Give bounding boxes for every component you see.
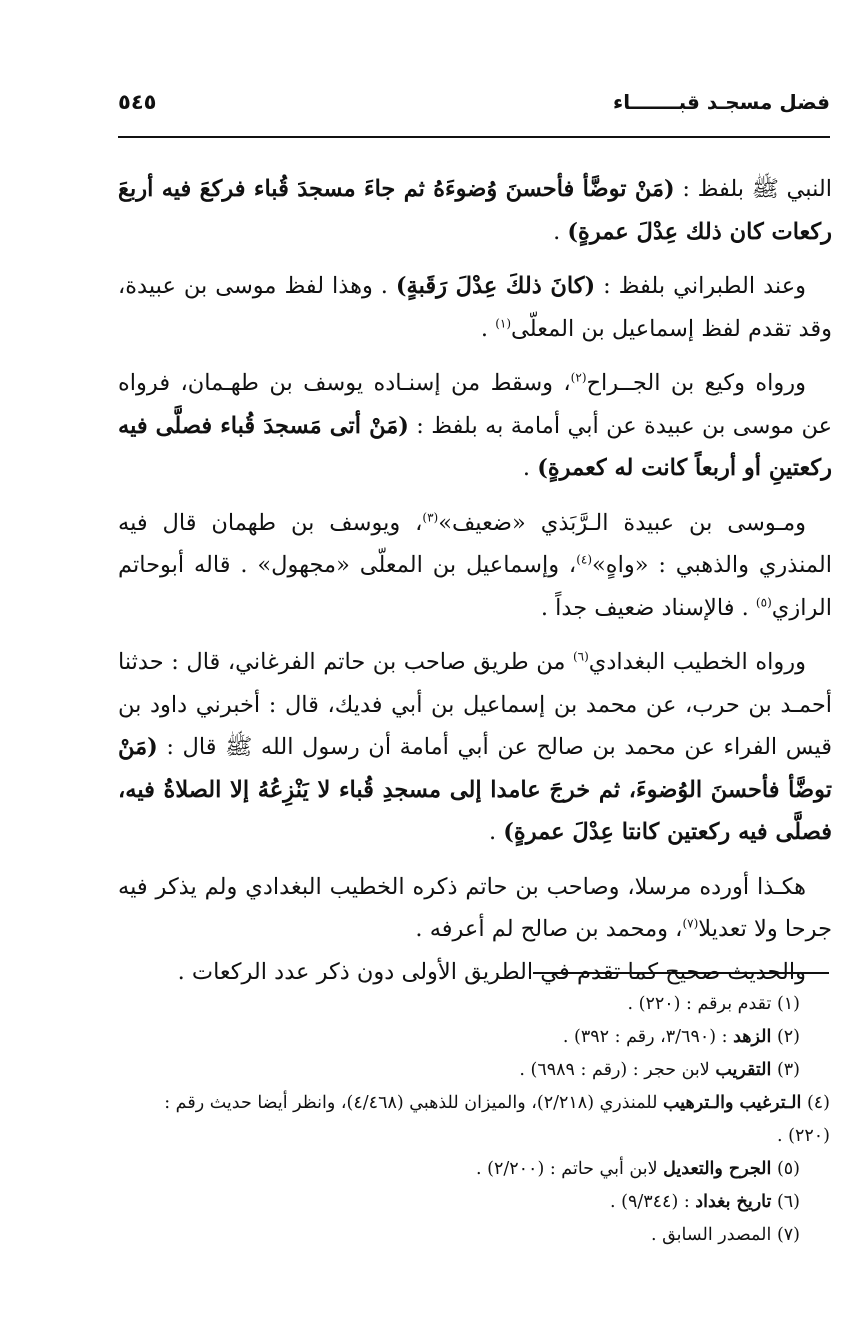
footnote-number: (٣)	[771, 1060, 800, 1080]
footnote-ref: (٥)	[755, 595, 772, 609]
text-run: ، ويوسف بن طهمان قال فيه المنذري والذهبي : «واهٍ»	[118, 509, 833, 578]
text-run: من طريق صاحب بن حاتم الفرغاني، قال : حدثنا أحمـد بن حرب، عن محمد بن إسماعيل بن أبي فديك، قال : أخبرني داود بن قيس الفراء عن محمد بن صالح عن أبي أمامة أن رسول الله ﷺ قال :	[118, 649, 832, 760]
running-title: فضل مسجـد قبـــــــاء	[613, 90, 830, 114]
footnote-text: : (٩/٣٤٤) .	[609, 1192, 696, 1212]
text-run: ومـوسى بن عبيدة الـرَّبَذي «ضعيف»	[438, 509, 806, 536]
hadith-quote: (مَنْ توضَّأ فأحسنَ الوُضوءَ، ثم خرجَ عامدا إلى مسجدِ قُباء لا يَنْزِعُهُ إلا الصلاةُ فيه، فصلَّى فيه ركعتين كانتا عِدْلَ عمرةٍ)	[118, 734, 832, 845]
text-run: هكـذا أورده مرسلا، وصاحب بن حاتم ذكره الخطيب البغدادي ولم يذكر فيه جرحا ولا تعديلا	[118, 873, 832, 942]
text-run: والحديث صحيح كما تقدم في الطريق الأولى دون ذكر عدد الركعات .	[177, 958, 806, 985]
footnote-number: (٦)	[771, 1192, 800, 1212]
footnote-4	[118, 1087, 830, 1153]
footnote-source: الزهد	[733, 1027, 772, 1047]
footnote-number: (٢)	[771, 1027, 800, 1047]
text-run: .	[480, 315, 496, 342]
footnote-source: التقريب	[715, 1060, 772, 1080]
footnote-ref: (١)	[495, 316, 512, 330]
footnote-ref: (٤)	[576, 552, 593, 567]
text-run: ، وسقط من إسنـاده يوسف بن طهـمان، فرواه عن موسى بن عبيدة عن أبي أمامة به بلفظ :	[118, 370, 832, 439]
footnote-text: لابن أبي حاتم : (٢/٢٠٠) .	[476, 1159, 664, 1179]
text-run: وعند الطبراني بلفظ :	[595, 273, 806, 299]
footnote-text: لابن حجر : (رقم : ٦٩٨٩) .	[519, 1060, 716, 1080]
footnote-source: الـترغيب والـترهيب	[663, 1093, 802, 1113]
paragraph-6	[118, 866, 832, 951]
header-rule	[118, 136, 830, 138]
footnotes	[118, 988, 830, 1252]
footnote-text: للمنذري (٢/٢١٨)، والميزان للذهبي (٤/٤٦٨)، وانظر أيضا حديث رقم : (٢٢٠) .	[164, 1093, 830, 1146]
paragraph-1	[118, 168, 832, 253]
text-run: . فالإسناد ضعيف جداً .	[540, 594, 756, 621]
paragraph-5	[118, 641, 832, 854]
footnote-1	[118, 988, 830, 1021]
text-run: . وهذا لفظ موسى بن عبيدة، وقد تقدم لفظ إسماعيل بن المعلّى	[118, 273, 832, 342]
footnote-number: (٧)	[771, 1225, 800, 1245]
footnote-3	[118, 1054, 830, 1087]
hadith-quote: (كانَ ذلكَ عِدْلَ رَقَبةٍ)	[395, 273, 596, 299]
footnote-2	[118, 1021, 830, 1054]
footnote-text: تقدم برقم : (٢٢٠) .	[627, 994, 772, 1014]
text-run: .	[553, 218, 568, 245]
text-run: ورواه الخطيب البغدادي	[588, 649, 806, 675]
footnote-number: (٥)	[771, 1159, 800, 1179]
paragraph-3	[118, 362, 832, 490]
paragraph-2	[118, 265, 832, 350]
footnote-source: الجرح والتعديل	[663, 1159, 772, 1179]
text-run: .	[488, 819, 504, 845]
footnote-6	[118, 1186, 830, 1219]
footnote-ref: (٣)	[422, 510, 439, 524]
text-run: ، ومحمد بن صالح لم أعرفه .	[415, 916, 683, 942]
paragraph-4	[118, 502, 832, 630]
footnote-ref: (٧)	[682, 916, 699, 931]
footnote-7	[118, 1219, 830, 1252]
footnote-number: (٤)	[801, 1093, 830, 1113]
footnote-ref: (٢)	[570, 370, 587, 385]
footnote-text: المصدر السابق .	[650, 1225, 772, 1245]
page-header	[118, 88, 830, 124]
main-text	[118, 168, 832, 993]
footnote-ref: (٦)	[572, 649, 589, 664]
footnote-separator	[533, 972, 829, 974]
hadith-quote: (مَنْ أتى مَسجدَ قُباء فصلَّى فيه ركعتينِ أو أربعاً كانت له كعمرةٍ)	[118, 412, 832, 481]
hadith-quote: (مَنْ توضَّأ فأحسنَ وُضوءَهُ ثم جاءَ مسجدَ قُباء فركعَ فيه أربعَ ركعات كان ذلك عِدْلَ عمرةٍ)	[118, 176, 832, 245]
text-run: ، وإسماعيل بن المعلّى «مجهول» . قاله أبوحاتم الرازي	[118, 552, 832, 621]
footnote-5	[118, 1153, 830, 1186]
text-run: ورواه وكيع بن الجــراح	[586, 370, 806, 396]
footnote-number: (١)	[771, 994, 800, 1014]
page-number: ٥٤٥	[118, 90, 157, 114]
footnote-text: : (٣/٦٩٠، رقم : ٣٩٢) .	[562, 1027, 734, 1047]
text-run: النبي ﷺ بلفظ :	[674, 176, 832, 202]
text-run: .	[522, 455, 538, 481]
footnote-source: تاريخ بغداد	[695, 1192, 772, 1212]
